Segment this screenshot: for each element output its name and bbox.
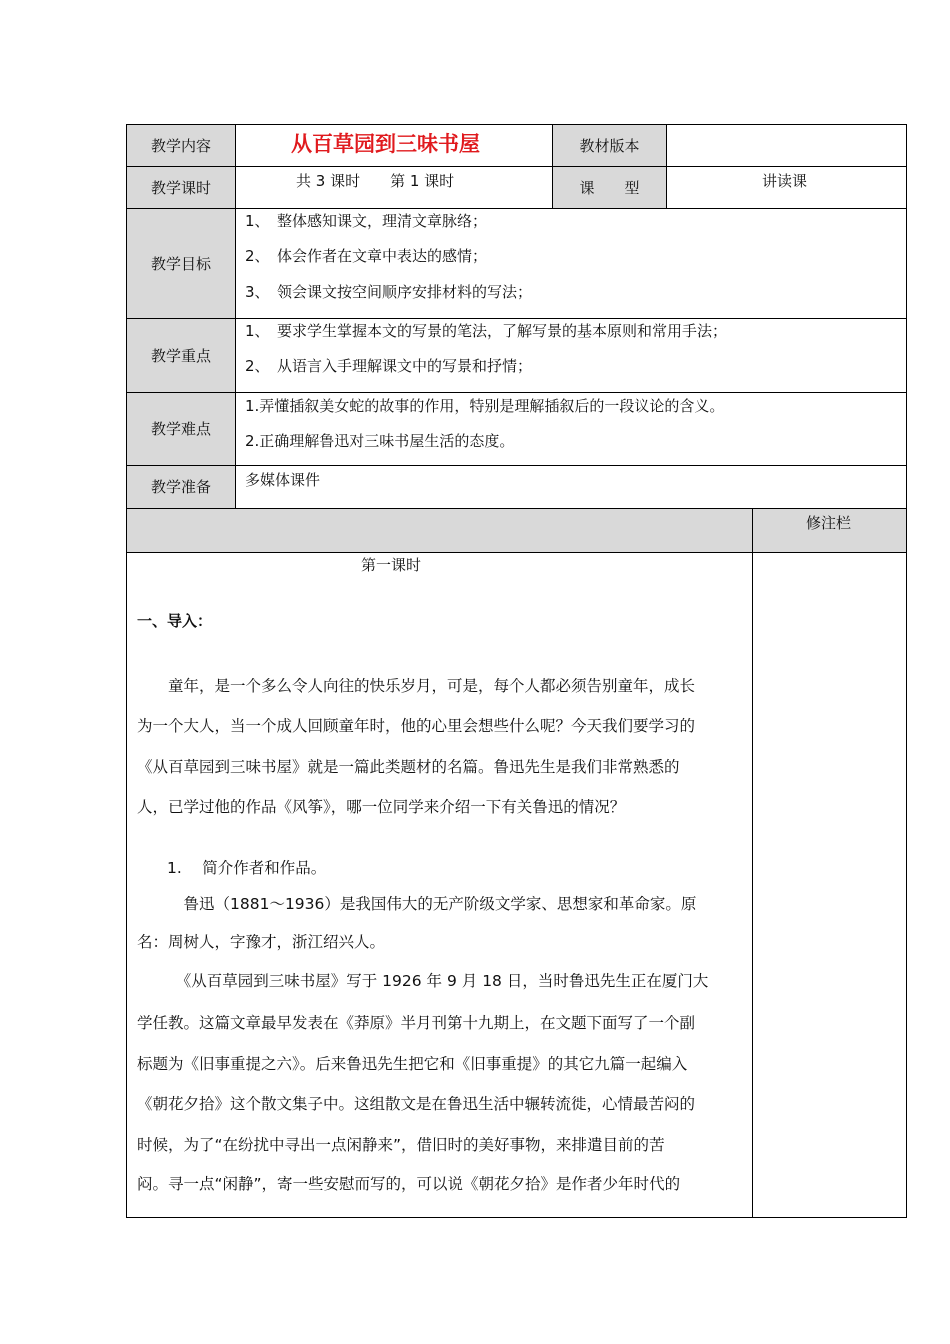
author-line: 名：周树人，字豫才，浙江绍兴人。 — [137, 933, 386, 951]
table-border-left — [126, 124, 127, 1218]
key-points-label: 教学重点 — [150, 346, 211, 365]
notes-label: 修注栏 — [806, 514, 852, 532]
intro-line: 为一个大人，当一个成人回顾童年时，他的心里会想些什么呢？今天我们要学习的 — [137, 717, 696, 735]
edition-label-cell — [553, 125, 666, 166]
type-label: 课 型 — [579, 178, 640, 197]
work-line: 《从百草园到三味书屋》写于 1926 年 9 月 18 日，当时鲁迅先生正在厦门大 — [137, 972, 709, 990]
work-line: 标题为《旧事重提之六》。后来鲁迅先生把它和《旧事重提》的其它九篇一起编入 — [137, 1055, 688, 1073]
work-line: 闷。寻一点“闲静”，寄一些安慰而写的，可以说《朝花夕拾》是作者少年时代的 — [137, 1175, 681, 1193]
notes-column-divider — [752, 508, 753, 1218]
row-divider — [126, 166, 907, 167]
row-divider — [126, 552, 907, 553]
lesson-title: 第一课时 — [361, 556, 422, 574]
key-point-item: 1、 要求学生掌握本文的写景的笔法，了解写景的基本原则和常用手法； — [245, 322, 728, 340]
intro-line: 童年，是一个多么令人向往的快乐岁月，可是，每个人都必须告别童年，成长 — [137, 677, 696, 695]
period-label: 教学课时 — [150, 178, 211, 197]
type-label-cell — [553, 166, 666, 208]
row-divider — [126, 208, 907, 209]
intro-line: 人，已学过他的作品《风筝》，哪一位同学来介绍一下有关鲁迅的情况？ — [137, 798, 626, 816]
intro-line: 《从百草园到三味书屋》就是一篇此类题材的名篇。鲁迅先生是我们非常熟悉的 — [137, 758, 680, 776]
objective-item: 1、 整体感知课文，理清文章脉络； — [245, 212, 488, 230]
author-line: 鲁迅（1881～1936）是我国伟大的无产阶级文学家、思想家和革命家。原 — [137, 895, 697, 913]
difficulties-label: 教学难点 — [150, 420, 211, 438]
column-divider — [552, 124, 553, 208]
section-heading: 一、导入： — [137, 612, 213, 630]
objective-item: 3、 领会课文按空间顺序安排材料的写法； — [245, 283, 533, 301]
objectives-label: 教学目标 — [150, 254, 211, 273]
key-point-item: 2、 从语言入手理解课文中的写景和抒情； — [245, 357, 533, 375]
preparation-label: 教学准备 — [150, 478, 211, 496]
row-divider — [126, 392, 907, 393]
row-divider — [126, 508, 907, 509]
label-column-divider — [235, 124, 236, 508]
content-label: 教学内容 — [150, 137, 211, 155]
work-line: 时候，为了“在纷扰中寻出一点闲静来”，借旧时的美好事物，来排遣目前的苦 — [137, 1136, 665, 1154]
main-header-shaded-cell — [127, 508, 752, 552]
column-divider — [666, 124, 667, 208]
objective-item: 2、 体会作者在文章中表达的感情； — [245, 247, 488, 265]
work-line: 《朝花夕拾》这个散文集子中。这组散文是在鲁迅生活中辗转流徙，心情最苦闷的 — [137, 1095, 696, 1113]
period-value: 共 3 课时 第 1 课时 — [296, 172, 455, 190]
row-divider — [126, 465, 907, 466]
period-label-cell — [127, 166, 235, 208]
key-points-label-cell — [127, 318, 235, 392]
table-border-top — [126, 124, 907, 125]
row-divider — [126, 318, 907, 319]
content-label-cell — [127, 125, 235, 166]
table-border-right — [906, 124, 907, 1218]
objectives-label-cell — [127, 208, 235, 318]
content-title: 从百草园到三味书屋 — [291, 132, 480, 156]
type-value: 讲读课 — [762, 172, 808, 190]
difficulty-item: 2.正确理解鲁迅对三味书屋生活的态度。 — [245, 432, 515, 450]
work-line: 学任教。这篇文章最早发表在《莽原》半月刊第十九期上，在文题下面写了一个副 — [137, 1014, 696, 1032]
difficulties-label-cell — [127, 392, 235, 465]
numbered-item: 1. 简介作者和作品。 — [167, 859, 327, 877]
preparation-value: 多媒体课件 — [245, 471, 321, 489]
preparation-label-cell — [127, 465, 235, 508]
table-border-bottom — [126, 1217, 907, 1218]
difficulty-item: 1.弄懂插叙美女蛇的故事的作用，特别是理解插叙后的一段议论的含义。 — [245, 397, 725, 415]
edition-label: 教材版本 — [579, 137, 640, 155]
